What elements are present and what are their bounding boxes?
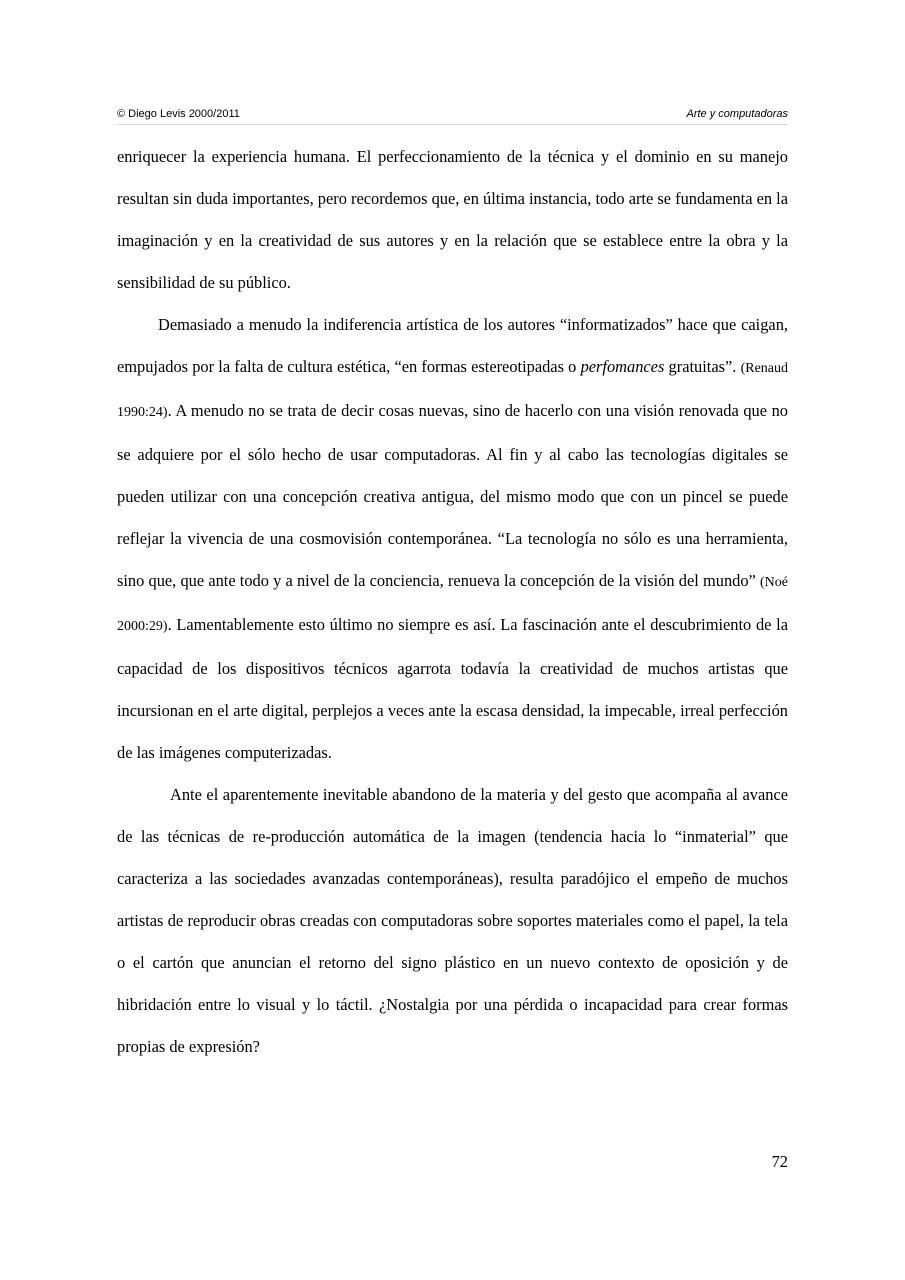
header-copyright: © Diego Levis 2000/2011 <box>117 108 240 120</box>
running-header <box>117 106 788 125</box>
header-book-title: Arte y computadoras <box>686 108 788 120</box>
page-number: 72 <box>771 1152 788 1171</box>
paragraph-1: enriquecer la experiencia humana. El perfeccionamiento de la técnica y el dominio en su manejo resultan sin duda importantes, pero recordemos que, en última instancia, todo arte se fundamenta en la imaginación y en la creatividad de sus autores y en la relación que se establece entre la obra y la sensibilidad de su público. <box>117 147 788 292</box>
paragraph-2 <box>117 304 788 774</box>
paragraph-2-part-1: Demasiado a menudo la indiferencia artística de los autores “informatizados” hace que caigan, empujados por la falta de cultura estética, “en formas estereotipadas o <box>117 315 788 376</box>
paragraph-2-italic-term: perfomances <box>580 357 665 376</box>
body-text <box>117 136 788 1068</box>
paragraph-2-part-3: . A menudo no se trata de decir cosas nuevas, sino de hacerlo con una visión renovada que no se adquiere por el sólo hecho de usar computadoras. Al fin y al cabo las tecnologías digitales se pueden utilizar con una concepción creativa antigua, del mismo modo que con un pincel se puede reflejar la vivencia de una cosmovisión contemporánea. “La tecnología no sólo es una herramienta, sino que, que ante todo y a nivel de la conciencia, renueva la concepción de la visión del mundo” <box>117 401 788 590</box>
paragraph-3: Ante el aparentemente inevitable abandono de la materia y del gesto que acompaña al avance de las técnicas de re-producción automática de la imagen (tendencia hacia lo “inmaterial” que caracteriza a las sociedades avanzadas contemporáneas), resulta paradójico el empeño de muchos artistas de reproducir obras creadas con computadoras sobre soportes materiales como el papel, la tela o el cartón que anuncian el retorno del signo plástico en un nuevo contexto de oposición y de hibridación entre lo visual y lo táctil. ¿Nostalgia por una pérdida o incapacidad para crear formas propias de expresión? <box>117 785 788 1056</box>
paragraph-2-part-2: gratuitas”. <box>664 357 741 376</box>
citation-noe: (Noé 2000:29) <box>117 575 788 634</box>
citation-renaud: (Renaud 1990:24) <box>117 361 789 420</box>
paragraph-2-part-4: . Lamentablemente esto último no siempre es así. La fascinación ante el descubrimiento de la capacidad de los dispositivos técnicos agarrota todavía la creatividad de muchos artistas que incursionan en el arte digital, perplejos a veces ante la escasa densidad, la impecable, irreal perfección de las imágenes computerizadas. <box>117 615 788 762</box>
